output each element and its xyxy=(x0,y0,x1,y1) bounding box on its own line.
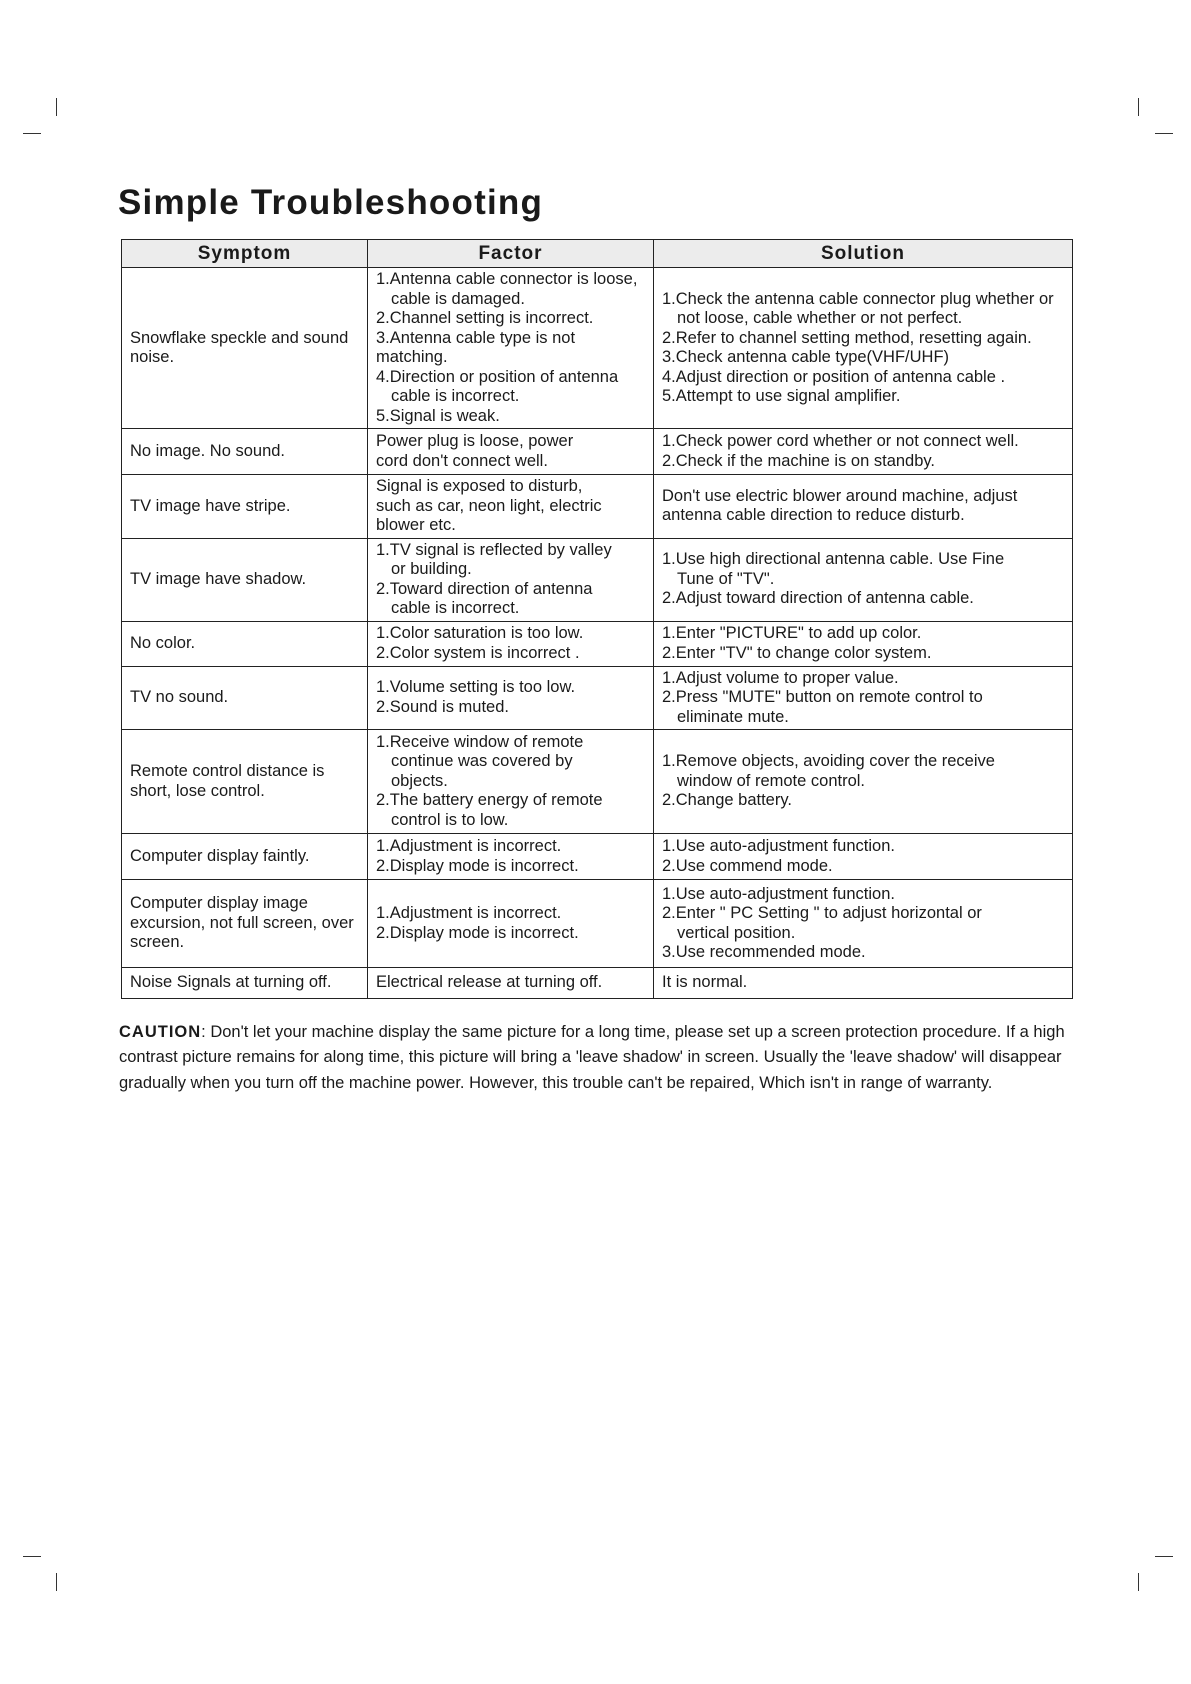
solution-line: 2.Adjust toward direction of antenna cable. xyxy=(662,589,974,608)
crop-mark xyxy=(1155,133,1173,134)
solution-line: 5.Attempt to use signal amplifier. xyxy=(662,387,901,405)
factor-line: such as car, neon light, electric xyxy=(376,496,602,515)
factor-line: 2.The battery energy of remote xyxy=(376,791,603,810)
crop-mark xyxy=(56,1573,57,1591)
troubleshooting-table xyxy=(121,239,1073,999)
symptom-cell: Computer display image excursion, not full screen, over screen. xyxy=(122,880,368,968)
table-row xyxy=(122,475,1073,539)
crop-mark xyxy=(1155,1556,1173,1557)
header-factor: Factor xyxy=(368,240,654,268)
factor-line: 1.Adjustment is incorrect. xyxy=(376,837,562,855)
header-symptom: Symptom xyxy=(122,240,368,268)
factor-line: 1.Antenna cable connector is loose, xyxy=(376,270,638,288)
solution-cell xyxy=(654,475,1073,539)
factor-cell xyxy=(368,968,654,999)
symptom-cell: Snowflake speckle and sound noise. xyxy=(122,268,368,429)
solution-line: 1.Check power cord whether or not connect well. xyxy=(662,432,1019,450)
factor-cell xyxy=(368,621,654,666)
solution-line: window of remote control. xyxy=(677,771,866,790)
solution-line: 2.Enter "TV" to change color system. xyxy=(662,643,932,662)
factor-line: cable is incorrect. xyxy=(391,387,520,405)
factor-line: continue was covered by xyxy=(391,752,573,771)
table-row xyxy=(122,621,1073,666)
solution-cell xyxy=(654,730,1073,834)
table-row xyxy=(122,968,1073,999)
solution-line: 2.Press "MUTE" button on remote control to xyxy=(662,688,983,706)
factor-line: 5.Signal is weak. xyxy=(376,406,500,425)
factor-cell xyxy=(368,834,654,880)
solution-line: 1.Use auto-adjustment function. xyxy=(662,884,895,903)
symptom-cell: Computer display faintly. xyxy=(122,834,368,880)
solution-line: vertical position. xyxy=(677,923,796,942)
factor-line: 2.Display mode is incorrect. xyxy=(376,923,579,942)
factor-line: 1.Color saturation is too low. xyxy=(376,624,584,642)
page-title: Simple Troubleshooting xyxy=(118,183,544,222)
solution-line: 2.Change battery. xyxy=(662,791,792,810)
factor-line: 2.Color system is incorrect . xyxy=(376,643,580,662)
crop-mark xyxy=(23,133,41,134)
factor-cell xyxy=(368,730,654,834)
factor-cell xyxy=(368,475,654,539)
table-row xyxy=(122,880,1073,968)
solution-line: 1.Remove objects, avoiding cover the receive xyxy=(662,752,995,771)
table-row xyxy=(122,834,1073,880)
solution-line: not loose, cable whether or not perfect. xyxy=(677,309,963,327)
factor-line: 2.Channel setting is incorrect. xyxy=(376,309,594,327)
factor-line: control is to low. xyxy=(391,810,509,829)
symptom-cell: TV no sound. xyxy=(122,666,368,730)
table-row xyxy=(122,268,1073,429)
solution-line: 1.Adjust volume to proper value. xyxy=(662,668,899,687)
solution-line: 2.Use commend mode. xyxy=(662,856,833,875)
factor-line: 2.Sound is muted. xyxy=(376,697,509,716)
symptom-cell: Remote control distance is short, lose control. xyxy=(122,730,368,834)
solution-cell xyxy=(654,834,1073,880)
factor-line: 1.TV signal is reflected by valley xyxy=(376,540,612,559)
symptom-cell: Noise Signals at turning off. xyxy=(122,968,368,999)
solution-cell xyxy=(654,968,1073,999)
factor-line: Electrical release at turning off. xyxy=(376,973,603,992)
solution-line: 1.Use high directional antenna cable. Use Fine xyxy=(662,550,1005,569)
solution-line: 2.Check if the machine is on standby. xyxy=(662,451,936,470)
factor-cell xyxy=(368,268,654,429)
crop-mark xyxy=(23,1556,41,1557)
crop-mark xyxy=(1138,98,1139,116)
factor-cell xyxy=(368,666,654,730)
caution-note xyxy=(119,1020,1079,1096)
factor-line: or building. xyxy=(391,560,472,578)
symptom-cell: TV image have shadow. xyxy=(122,538,368,621)
symptom-cell: TV image have stripe. xyxy=(122,475,368,539)
solution-line: 1.Check the antenna cable connector plug whether or xyxy=(662,289,1054,308)
factor-line: 1.Volume setting is too low. xyxy=(376,678,576,697)
header-solution: Solution xyxy=(654,240,1073,268)
solution-line: 1.Use auto-adjustment function. xyxy=(662,837,895,855)
caution-label: CAUTION xyxy=(119,1023,202,1041)
solution-line: Don't use electric blower around machine, adjust xyxy=(662,486,1018,505)
factor-line: objects. xyxy=(391,771,448,790)
solution-line: 3.Use recommended mode. xyxy=(662,943,866,961)
factor-line: 4.Direction or position of antenna xyxy=(376,367,619,386)
solution-cell xyxy=(654,880,1073,968)
factor-line: 2.Display mode is incorrect. xyxy=(376,856,579,875)
factor-line: cable is damaged. xyxy=(391,289,525,308)
table-row xyxy=(122,730,1073,834)
factor-cell xyxy=(368,429,654,475)
factor-cell xyxy=(368,880,654,968)
solution-cell xyxy=(654,538,1073,621)
caution-text: : Don't let your machine display the same picture for a long time, please set up a screen protection procedure. If a high contrast picture remains for along time, this picture will bring a 'leave shadow' in screen. Usually the 'leave shadow' will disappear gradually when you turn off the machine power. However, this trouble can't be repaired, Which isn't in range of warranty. xyxy=(119,1023,1065,1092)
factor-line: Signal is exposed to disturb, xyxy=(376,477,583,495)
factor-line: blower etc. xyxy=(376,516,456,534)
solution-line: 2.Refer to channel setting method, resetting again. xyxy=(662,328,1032,347)
table-row xyxy=(122,429,1073,475)
symptom-cell: No image. No sound. xyxy=(122,429,368,475)
factor-line: 3.Antenna cable type is not matching. xyxy=(376,328,576,366)
table-header-row xyxy=(122,240,1073,268)
solution-cell xyxy=(654,666,1073,730)
solution-cell xyxy=(654,268,1073,429)
solution-line: It is normal. xyxy=(662,973,748,992)
factor-line: cord don't connect well. xyxy=(376,451,548,470)
symptom-cell: No color. xyxy=(122,621,368,666)
factor-line: 2.Toward direction of antenna xyxy=(376,579,593,598)
solution-line: 2.Enter " PC Setting " to adjust horizontal or xyxy=(662,904,982,922)
solution-line: 3.Check antenna cable type(VHF/UHF) xyxy=(662,348,950,366)
factor-line: cable is incorrect. xyxy=(391,599,520,617)
factor-line: 1.Receive window of remote xyxy=(376,732,584,751)
crop-mark xyxy=(56,98,57,116)
solution-line: eliminate mute. xyxy=(677,707,789,726)
solution-line: 1.Enter "PICTURE" to add up color. xyxy=(662,624,922,642)
factor-line: 1.Adjustment is incorrect. xyxy=(376,904,562,922)
factor-line: Power plug is loose, power xyxy=(376,432,574,450)
solution-line: 4.Adjust direction or position of antenna cable . xyxy=(662,367,1006,386)
table-body xyxy=(122,268,1073,999)
crop-mark xyxy=(1138,1573,1139,1591)
solution-cell xyxy=(654,621,1073,666)
table-row xyxy=(122,538,1073,621)
table-row xyxy=(122,666,1073,730)
solution-cell xyxy=(654,429,1073,475)
factor-cell xyxy=(368,538,654,621)
solution-line: Tune of "TV". xyxy=(677,569,775,588)
solution-line: antenna cable direction to reduce disturb. xyxy=(662,506,965,525)
